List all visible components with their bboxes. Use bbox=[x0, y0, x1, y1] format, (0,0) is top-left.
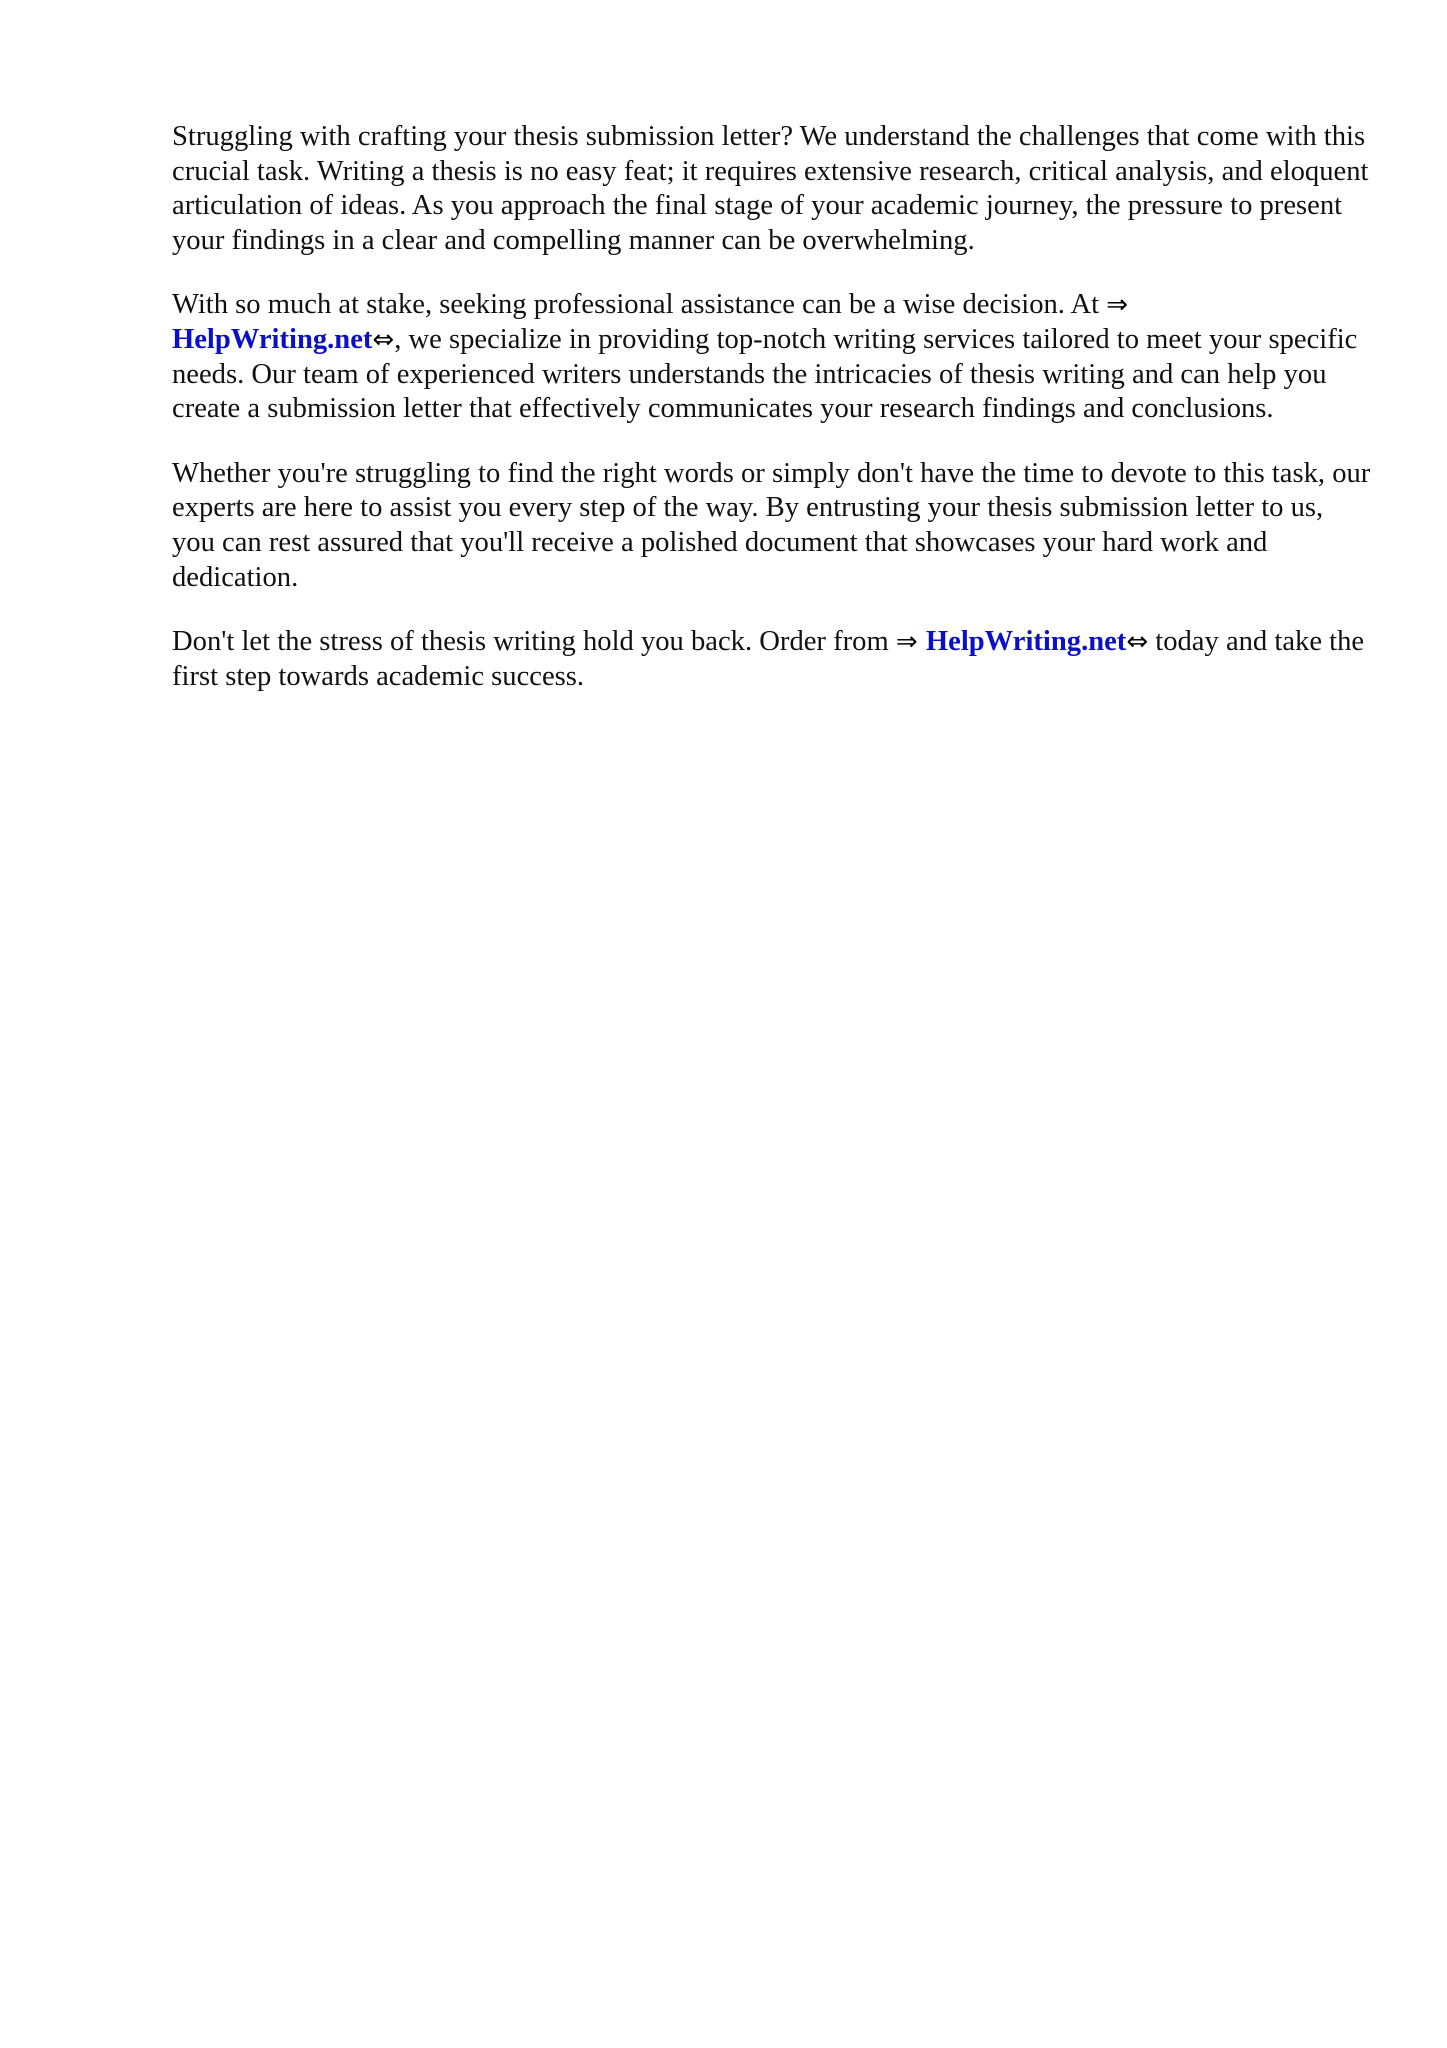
helpwriting-link[interactable]: HelpWriting.net bbox=[172, 323, 373, 355]
paragraph-order-before: Don't let the stress of thesis writing hold you back. Order from bbox=[172, 626, 896, 658]
helpwriting-link[interactable]: HelpWriting.net bbox=[925, 626, 1127, 658]
paragraph-assistance bbox=[172, 288, 1372, 426]
paragraph-order bbox=[172, 625, 1372, 694]
paragraph-experts-text: Whether you're struggling to find the right words or simply don't have the time to devote to this task, our experts are here to assist you every step of the way. By entrusting your thesis submission letter to us, you can rest assured that you'll receive a polished document that showcases your hard work and dedication. bbox=[172, 457, 1371, 593]
right-double-arrow-icon: ⇒ bbox=[895, 627, 926, 658]
paragraph-assistance-after: , we specialize in providing top-notch writing services tailored to meet your specific needs. Our team of experienced writers understands the intricacies of thesis writing and can help you create a submission letter that effectively communicates your research findings and conclusions. bbox=[172, 323, 1358, 425]
paragraph-assistance-before: With so much at stake, seeking professional assistance can be a wise decision. At bbox=[172, 289, 1107, 321]
left-right-double-arrow-icon: ⇔ bbox=[1126, 627, 1149, 658]
paragraph-order-after: today and take the first step towards academic success. bbox=[172, 626, 1365, 692]
paragraph-experts bbox=[172, 457, 1372, 595]
paragraph-intro bbox=[172, 120, 1372, 258]
paragraph-intro-text: Struggling with crafting your thesis submission letter? We understand the challenges that come with this crucial task. Writing a thesis is no easy feat; it requires extensive research, critical analysis, and eloquent articulation of ideas. As you approach the final stage of your academic journey, the pressure to present your findings in a clear and compelling manner can be overwhelming. bbox=[172, 121, 1369, 256]
right-double-arrow-icon: ⇒ bbox=[1106, 290, 1129, 321]
document-body bbox=[172, 120, 1372, 724]
left-right-double-arrow-icon: ⇔ bbox=[372, 324, 395, 355]
